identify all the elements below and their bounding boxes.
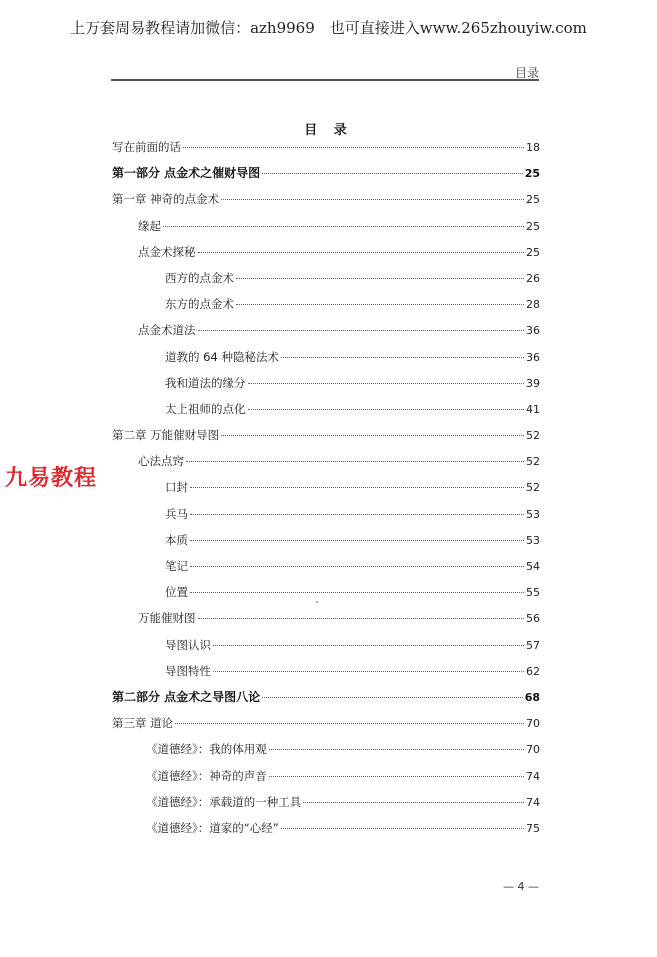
toc-entry[interactable] (112, 134, 540, 160)
toc-entry-title: 第一章 神奇的点金术 (112, 192, 220, 207)
toc-entry-title: 太上祖师的点化 (165, 401, 246, 416)
dot-leader (186, 461, 524, 462)
toc-entry[interactable] (112, 239, 540, 265)
toc-entry-title: 《道德经》：神奇的声音 (146, 768, 267, 783)
dot-leader (236, 304, 524, 305)
toc-entry-page: 25 (524, 167, 540, 181)
toc-entry[interactable] (112, 474, 540, 500)
toc-entry-page: 52 (526, 429, 540, 443)
toc-entry-page: 53 (526, 533, 540, 547)
toc-entry[interactable] (112, 710, 540, 736)
toc-entry-page: 18 (526, 141, 540, 154)
toc-entry-title: 导图特性 (165, 663, 211, 678)
toc-entry-title: 心法点窍 (138, 454, 184, 469)
toc-entry-title: 万能催财图 (138, 611, 196, 626)
toc-entry-page: 25 (526, 219, 540, 233)
dot-leader (221, 435, 524, 436)
toc-entry-page: 41 (526, 402, 540, 416)
toc-entry-page: 57 (526, 638, 540, 652)
toc-entry[interactable] (112, 632, 540, 658)
dot-leader (198, 618, 525, 619)
toc-entry-page: 28 (526, 298, 540, 312)
dot-leader (190, 487, 524, 488)
toc-entry[interactable] (112, 160, 540, 186)
toc-entry-title: 本质 (165, 532, 188, 547)
dot-leader (303, 802, 524, 803)
toc-entry[interactable] (112, 658, 540, 684)
toc-entry-title: 道教的 64 种隐秘法术 (165, 349, 279, 364)
toc-entry[interactable] (112, 501, 540, 527)
toc-entry[interactable] (112, 396, 540, 422)
toc-entry[interactable] (112, 789, 540, 815)
dot-leader (281, 828, 524, 829)
toc-entry[interactable] (112, 579, 540, 605)
toc-entry-title: 点金术道法 (138, 323, 196, 338)
toc-entry-title: 位置 (165, 585, 188, 600)
header-divider (111, 79, 539, 81)
toc-entry[interactable] (112, 370, 540, 396)
toc-entry-title: 兵马 (165, 506, 188, 521)
toc-title: 目 录 (304, 123, 353, 138)
toc-entry[interactable] (112, 684, 540, 710)
toc-entry-page: 74 (526, 769, 540, 783)
toc-entry-page: 36 (526, 324, 540, 338)
toc-entry-title: 第二章 万能催财导图 (112, 428, 220, 443)
toc-entry[interactable] (112, 213, 540, 239)
dot-leader (190, 540, 524, 541)
toc-entry[interactable] (112, 815, 540, 841)
toc-entry[interactable] (112, 317, 540, 343)
toc-entry-page: 39 (526, 376, 540, 390)
dot-leader (190, 514, 524, 515)
toc-entry[interactable] (112, 553, 540, 579)
dot-leader (213, 671, 524, 672)
toc-entry-title: 《道德经》：承载道的一种工具 (146, 794, 302, 809)
dot-leader (163, 226, 524, 227)
dot-leader (269, 749, 524, 750)
toc-entry-page: 53 (526, 507, 540, 521)
toc-entry-title: 东方的点金术 (165, 297, 234, 312)
dot-leader (213, 645, 524, 646)
page-number: — 4 — (503, 880, 539, 893)
toc-entry-title: 写在前面的话 (112, 140, 181, 154)
toc-entry-page: 62 (526, 664, 540, 678)
toc-entry-page: 70 (526, 743, 540, 757)
toc-entry-title: 西方的点金术 (165, 270, 234, 285)
dot-leader (281, 357, 524, 358)
dot-leader (221, 199, 524, 200)
top-banner: 上万套周易教程请加微信：azh9969 也可直接进入www.265zhouyiw.com (70, 19, 587, 37)
toc-entry-page: 26 (526, 271, 540, 285)
toc-entry-page: 75 (526, 821, 540, 835)
toc-entry-page: 54 (526, 560, 540, 573)
toc-entry-title: 第一部分 点金术之催财导图 (112, 166, 261, 181)
toc-entry-title: 导图认识 (165, 637, 211, 652)
dot-leader (175, 723, 524, 724)
toc-entry-page: 55 (526, 586, 540, 600)
dot-leader (183, 147, 524, 148)
toc-entry-title: 点金术探秘 (138, 244, 196, 259)
toc-entry[interactable] (112, 265, 540, 291)
toc-entry-page: 25 (526, 193, 540, 207)
dot-leader (248, 383, 525, 384)
toc-entry-title: 第三章 道论 (112, 716, 174, 731)
toc-entry[interactable] (112, 448, 540, 474)
toc-entry[interactable] (112, 736, 540, 762)
toc-entry-page: 70 (526, 717, 540, 731)
dot-leader (262, 697, 523, 698)
toc-entry-page: 52 (526, 481, 540, 495)
dot-leader (198, 252, 525, 253)
dot-leader (190, 592, 524, 593)
dot-leader (236, 278, 524, 279)
toc-entry-page: 25 (526, 245, 540, 259)
dot-leader (190, 566, 524, 567)
toc-entry[interactable] (112, 344, 540, 370)
toc-entry-page: 74 (526, 795, 540, 809)
toc-entry-title: 第二部分 点金术之导图八论 (112, 689, 261, 704)
table-of-contents (112, 134, 540, 841)
toc-entry-title: 笔记 (165, 559, 188, 573)
toc-entry-title: 缘起 (138, 218, 161, 233)
toc-entry[interactable] (112, 527, 540, 553)
toc-entry-page: 36 (526, 350, 540, 364)
toc-entry-page: 52 (526, 455, 540, 469)
toc-entry[interactable] (112, 422, 540, 448)
dot-leader (198, 330, 525, 331)
toc-entry[interactable] (112, 763, 540, 789)
toc-entry[interactable] (112, 605, 540, 631)
dot-leader (248, 409, 525, 410)
toc-entry-title: 《道德经》：道家的“心经” (146, 820, 279, 835)
dot-leader (269, 776, 524, 777)
dot-leader (262, 173, 523, 174)
watermark-logo: 九易教程 (5, 466, 98, 491)
toc-entry-page: 56 (526, 612, 540, 626)
scan-speck (316, 601, 318, 603)
toc-entry-title: 我和道法的缘分 (165, 375, 246, 390)
toc-entry[interactable] (112, 291, 540, 317)
running-header: 目录 (514, 66, 539, 80)
toc-entry-page: 68 (524, 690, 540, 704)
toc-entry-title: 《道德经》：我的体用观 (146, 742, 267, 757)
toc-entry[interactable] (112, 186, 540, 212)
toc-entry-title: 口封 (165, 480, 188, 495)
